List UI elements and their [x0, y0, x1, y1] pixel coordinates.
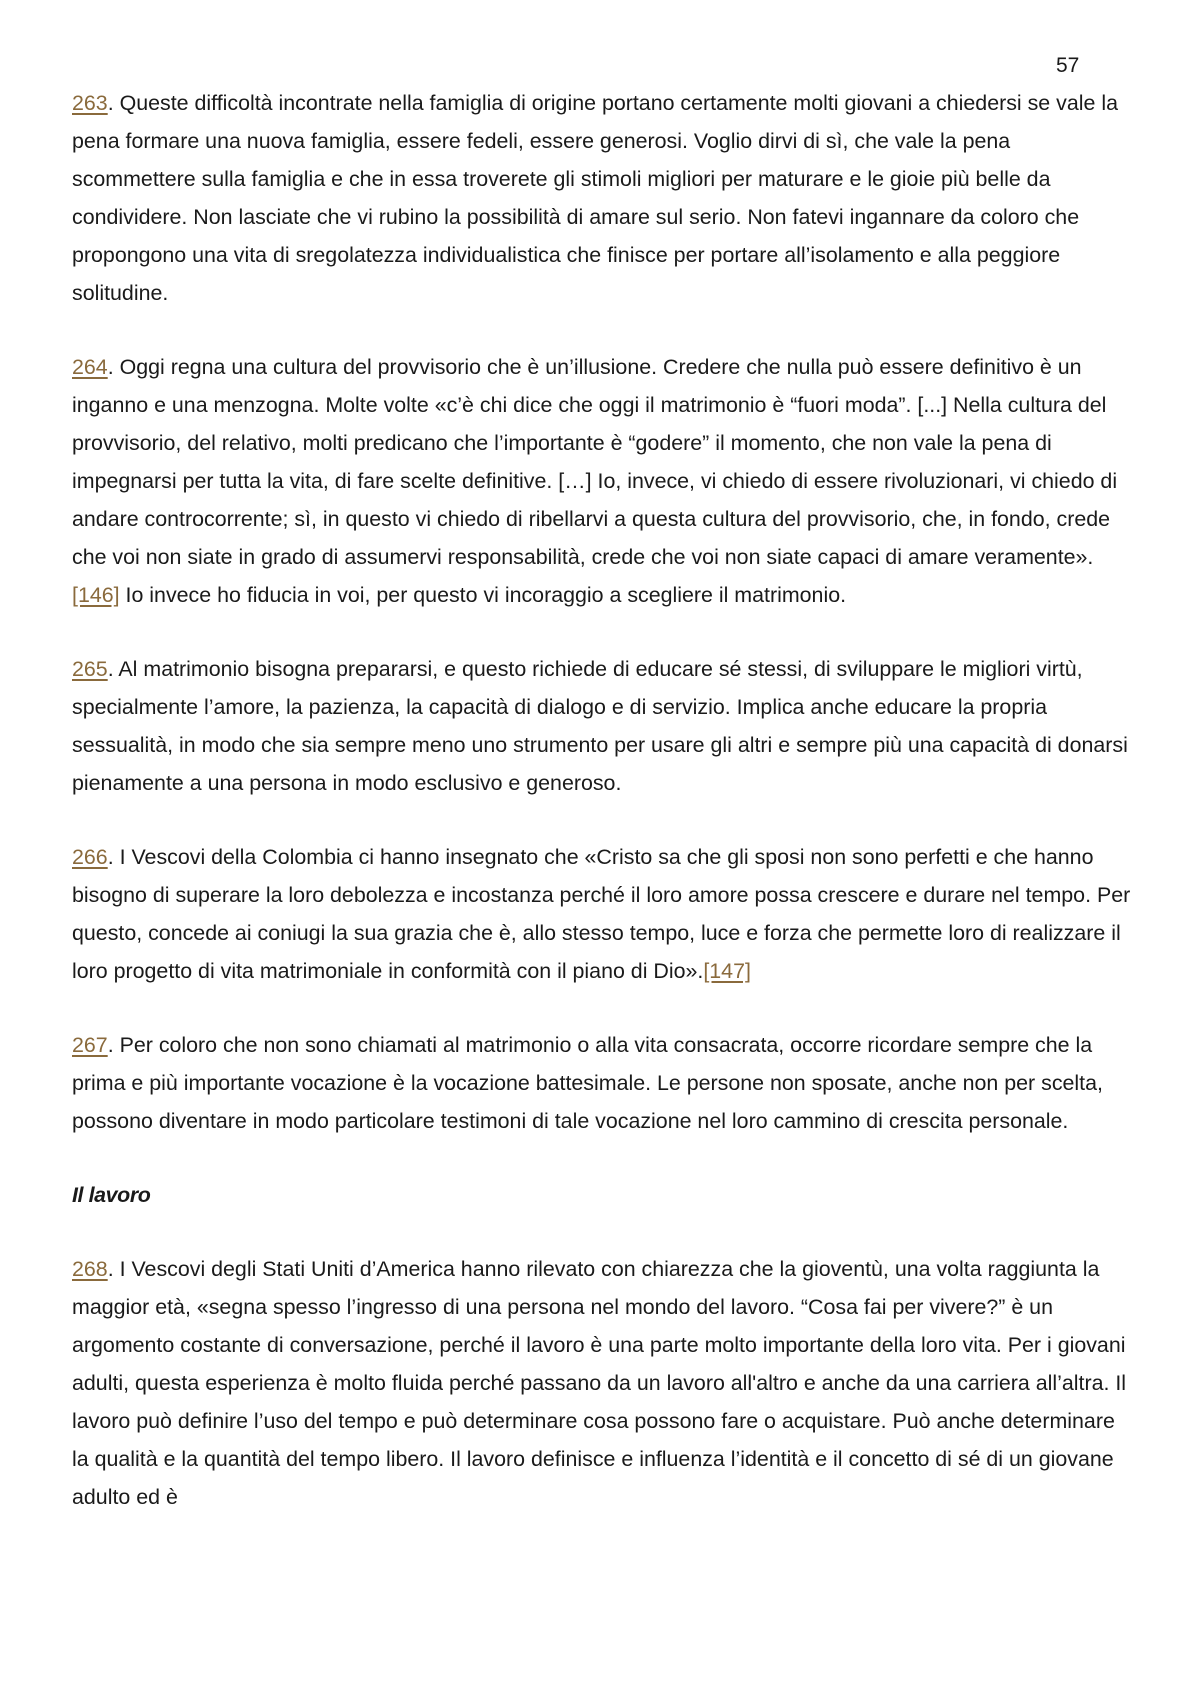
- paragraph-265: [72, 650, 1132, 802]
- footnote-link-146[interactable]: [146]: [72, 583, 120, 607]
- paragraph-number-link[interactable]: 265: [72, 657, 108, 681]
- paragraph-text: . Al matrimonio bisogna prepararsi, e questo richiede di educare sé stessi, di sviluppare le migliori virtù, specialmente l’amore, la pazienza, la capacità di dialogo e di servizio. Implica anche educare la propria sessualità, in modo che sia sempre meno uno strumento per usare gli altri e sempre più una capacità di donarsi pienamente a una persona in modo esclusivo e generoso.: [72, 657, 1128, 795]
- paragraph-number-link[interactable]: 266: [72, 845, 108, 869]
- section-heading: Il lavoro: [72, 1183, 151, 1207]
- paragraph-text: . Queste difficoltà incontrate nella famiglia di origine portano certamente molti giovani a chiedersi se vale la pena formare una nuova famiglia, essere fedeli, essere generosi. Voglio dirvi di sì, che vale la pena scommettere sulla famiglia e che in essa troverete gli stimoli migliori per maturare e le gioie più belle da condividere. Non lasciate che vi rubino la possibilità di amare sul serio. Non fatevi ingannare da coloro che propongono una vita di sregolatezza individualistica che finisce per portare all’isolamento e alla peggiore solitudine.: [72, 91, 1118, 305]
- page-number: 57: [1056, 54, 1080, 77]
- paragraph-text: . Per coloro che non sono chiamati al matrimonio o alla vita consacrata, occorre ricordare sempre che la prima e più importante vocazione è la vocazione battesimale. Le persone non sposate, anche non per scelta, possono diventare in modo particolare testimoni di tale vocazione nel loro cammino di crescita personale.: [72, 1033, 1103, 1133]
- paragraph-number-link[interactable]: 263: [72, 91, 108, 115]
- paragraph-263: [72, 84, 1132, 312]
- paragraph-number-link[interactable]: 268: [72, 1257, 108, 1281]
- paragraph-number-link[interactable]: 264: [72, 355, 108, 379]
- paragraph-264: [72, 348, 1132, 614]
- paragraph-text: . I Vescovi della Colombia ci hanno insegnato che «Cristo sa che gli sposi non sono perfetti e che hanno bisogno di superare la loro debolezza e incostanza perché il loro amore possa crescere e durare nel tempo. Per questo, concede ai coniugi la sua grazia che è, allo stesso tempo, luce e forza che permette loro di realizzare il loro progetto di vita matrimoniale in conformità con il piano di Dio».: [72, 845, 1131, 983]
- paragraph-268: [72, 1250, 1132, 1516]
- paragraph-text: . Oggi regna una cultura del provvisorio che è un’illusione. Credere che nulla può essere definitivo è un inganno e una menzogna. Molte volte «c’è chi dice che oggi il matrimonio è “fuori moda”. [...] Nella cultura del provvisorio, del relativo, molti predicano che l’importante è “godere” il momento, che non vale la pena di impegnarsi per tutta la vita, di fare scelte definitive. […] Io, invece, vi chiedo di essere rivoluzionari, vi chiedo di andare controcorrente; sì, in questo vi chiedo di ribellarvi a questa cultura del provvisorio, che, in fondo, crede che voi non siate in grado di assumervi responsabilità, crede che voi non siate capaci di amare veramente».: [72, 355, 1118, 569]
- footnote-link-147[interactable]: [147]: [703, 959, 751, 983]
- document-body: [72, 84, 1132, 1552]
- paragraph-number-link[interactable]: 267: [72, 1033, 108, 1057]
- paragraph-266: [72, 838, 1132, 990]
- paragraph-text: . I Vescovi degli Stati Uniti d’America hanno rilevato con chiarezza che la gioventù, una volta raggiunta la maggior età, «segna spesso l’ingresso di una persona nel mondo del lavoro. “Cosa fai per vivere?” è un argomento costante di conversazione, perché il lavoro è una parte molto importante della loro vita. Per i giovani adulti, questa esperienza è molto fluida perché passano da un lavoro all'altro e anche da una carriera all’altra. Il lavoro può definire l’uso del tempo e può determinare cosa possono fare o acquistare. Può anche determinare la qualità e la quantità del tempo libero. Il lavoro definisce e influenza l’identità e il concetto di sé di un giovane adulto ed è: [72, 1257, 1127, 1509]
- paragraph-267: [72, 1026, 1132, 1140]
- paragraph-text-continued: Io invece ho fiducia in voi, per questo vi incoraggio a scegliere il matrimonio.: [119, 583, 847, 607]
